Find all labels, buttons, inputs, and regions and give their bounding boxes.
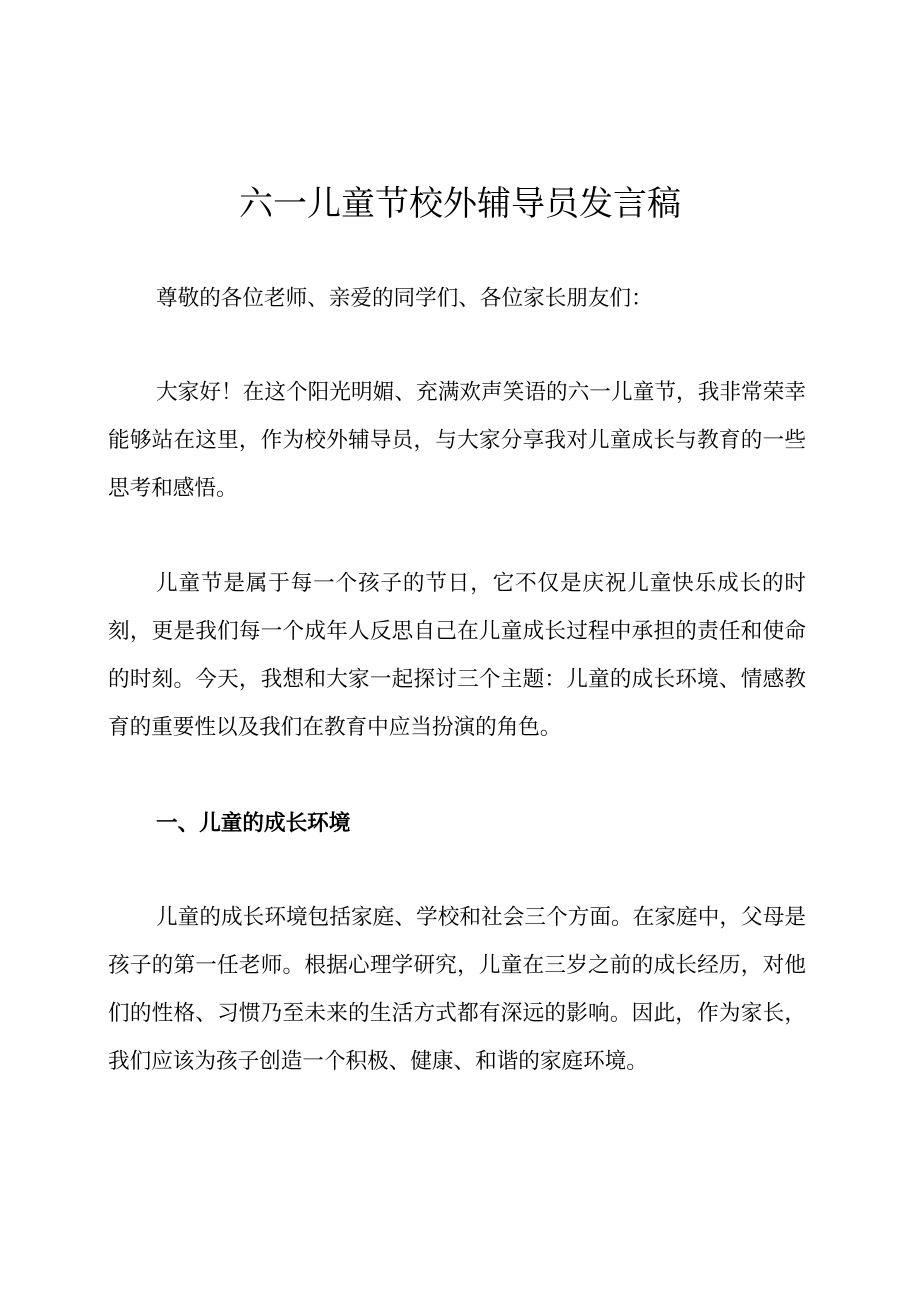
section-heading-growth-environment: 一、儿童的成长环境 xyxy=(156,811,351,836)
document-title: 六一儿童节校外辅导员发言稿 xyxy=(239,184,681,224)
environment-paragraph: 儿童的成长环境包括家庭、学校和社会三个方面。在家庭中，父母是孩子的第一任老师。根据心理学研究，儿童在三岁之前的成长经历，对他们的性格、习惯乃至未来的生活方式都有深远的影响。因此，作为家长，我们应该为孩子创造一个积极、健康、和谐的家庭环境。 xyxy=(108,905,806,1074)
greeting-paragraph: 尊敬的各位老师、亲爱的同学们、各位家长朋友们： xyxy=(156,286,653,311)
intro-paragraph: 大家好！在这个阳光明媚、充满欢声笑语的六一儿童节，我非常荣幸能够站在这里，作为校外辅导员，与大家分享我对儿童成长与教育的一些思考和感悟。 xyxy=(108,380,806,501)
theme-paragraph: 儿童节是属于每一个孩子的节日，它不仅是庆祝儿童快乐成长的时刻，更是我们每一个成年人反思自己在儿童成长过程中承担的责任和使命的时刻。今天，我想和大家一起探讨三个主题：儿童的成长环境、情感教育的重要性以及我们在教育中应当扮演的角色。 xyxy=(108,571,806,740)
